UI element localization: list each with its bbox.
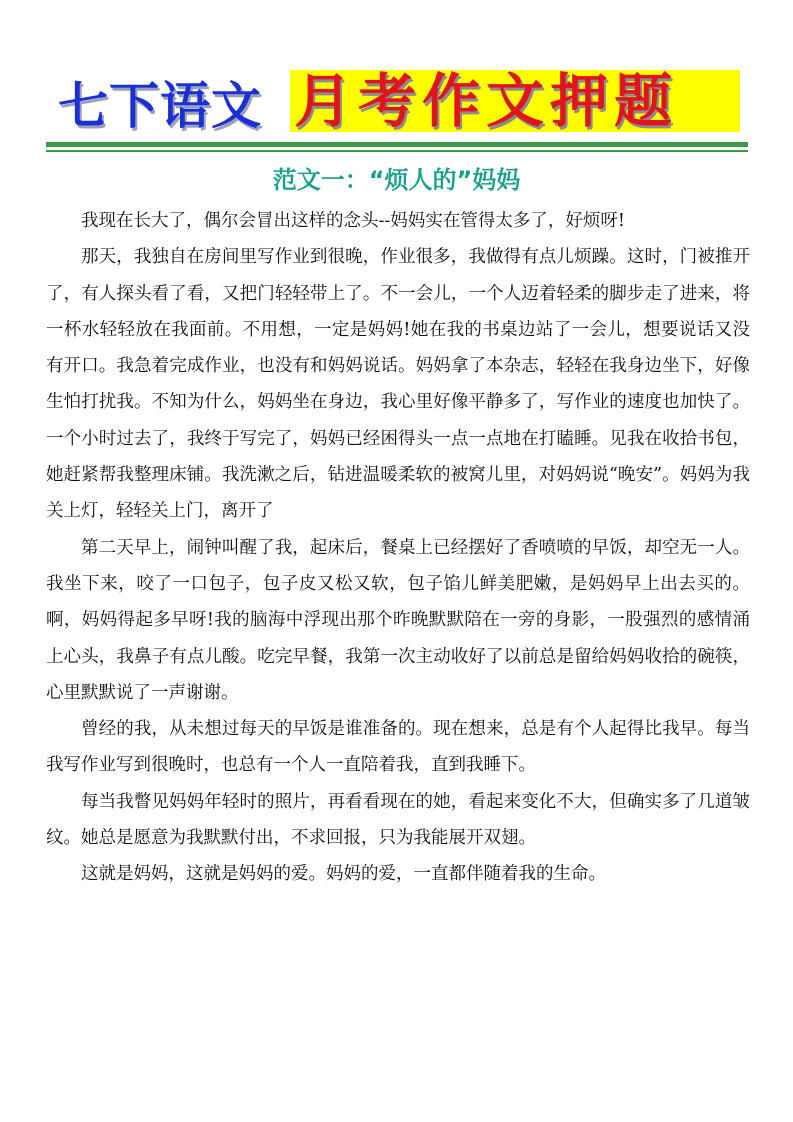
essay-paragraph: 那天，我独自在房间里写作业到很晚，作业很多，我做得有点儿烦躁。这时，门被推开了，有人探头看了看，又把门轻轻带上了。不一会儿，一个人迈着轻柔的脚步走了进来，将一杯水轻轻放在我面前。不用想，一定是妈妈!她在我的书桌边站了一会儿，想要说话又没有开口。我急着完成作业，也没有和妈妈说话。妈妈拿了本杂志，轻轻在我身边坐下，好像生怕打扰我。不知为什么，妈妈坐在身边，我心里好像平静多了，写作业的速度也加快了。一个小时过去了，我终于写完了，妈妈已经困得头一点一点地在打瞌睡。见我在收拾书包，她赶紧帮我整理床铺。我洗漱之后，钻进温暖柔软的被窝儿里，对妈妈说“晚安”。妈妈为我关上灯，轻轻关上门，离开了 xyxy=(46,247,750,522)
title-grade-subject: 七下语文 xyxy=(58,77,262,135)
essay-paragraph: 每当我瞥见妈妈年轻时的照片，再看看现在的她，看起来变化不大，但确实多了几道皱纹。她总是愿意为我默默付出，不求回报，只为我能展开双翅。 xyxy=(46,791,750,849)
header-divider-thin xyxy=(46,150,748,152)
title-exam-topic: 月考作文押题 xyxy=(294,67,679,135)
essay-paragraph: 这就是妈妈，这就是妈妈的爱。妈妈的爱，一直都伴随着我的生命。 xyxy=(81,864,606,885)
essay-paragraph: 我现在长大了，偶尔会冒出这样的念头--妈妈实在管得太多了，好烦呀! xyxy=(81,211,625,231)
page-header xyxy=(46,66,748,142)
essay-body xyxy=(46,203,750,893)
essay-paragraph: 曾经的我，从未想过每天的早饭是谁准备的。现在想来，总是有个人起得比我早。每当我写作业写到很晚时，也总有一个人一直陪着我，直到我睡下。 xyxy=(46,719,750,776)
header-divider-thick xyxy=(46,142,748,147)
essay-title: 范文一：“烦人的”妈妈 xyxy=(272,166,521,194)
essay-paragraph: 第二天早上，闹钟叫醒了我，起床后，餐桌上已经摆好了香喷喷的早饭，却空无一人。我坐下来，咬了一口包子，包子皮又松又软，包子馅儿鲜美肥嫩，是妈妈早上出去买的。啊，妈妈得起多早呀!我的脑海中浮现出那个昨晚默默陪在一旁的身影，一股强烈的感情涌上心头，我鼻子有点儿酸。吃完早餐，我第一次主动收好了以前总是留给妈妈收拾的碗筷，心里默默说了一声谢谢。 xyxy=(46,537,750,703)
